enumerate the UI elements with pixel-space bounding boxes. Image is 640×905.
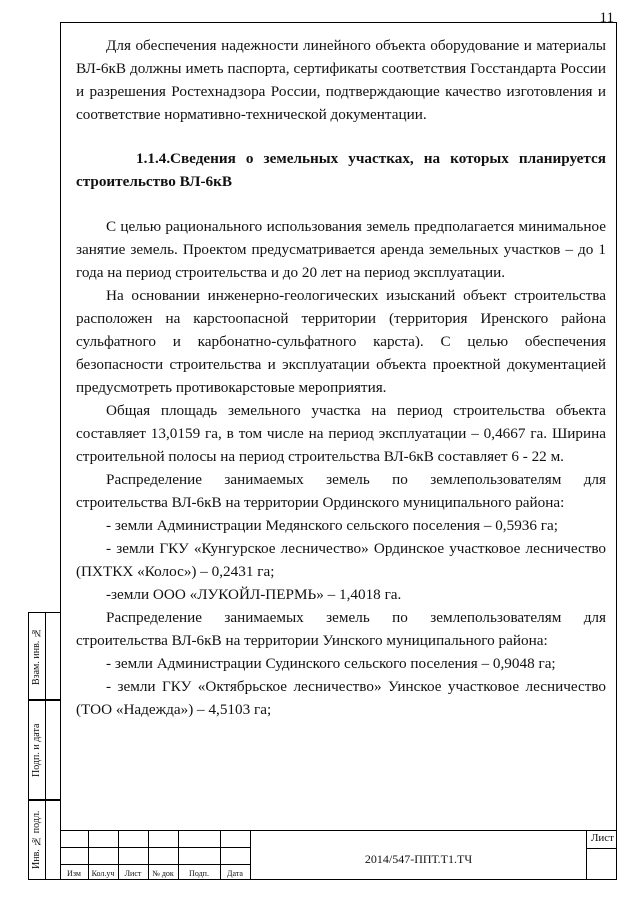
title-block [60,830,617,880]
side-stamp-podp [28,700,60,800]
paragraph: Распределение занимаемых земель по землепользователям для строительства ВЛ-6кВ на территории Уинского муниципального района: [76,609,606,649]
side-label-podp: Подп. и дата [31,723,42,777]
document-number: 2014/547-ППТ.Т1.ТЧ [364,852,473,866]
list-item: - земли ГКУ «Кунгурское лесничество» Ординское участковое лесничество (ПХТКХ «Колос») – 0,2431 га; [76,540,606,580]
paragraph: Для обеспечения надежности линейного объекта оборудование и материалы ВЛ-6кВ должны иметь паспорта, сертификаты соответствия Госстандарта России и разрешения Ростехнадзора России, подтверждающие качество изготовления и соответствие нормативно-технической документации. [76,37,606,123]
side-stamp-vzam [28,612,60,700]
stamp-col-podp: Подп. [189,869,209,878]
side-label-vzam: Взам. инв. № [31,627,42,685]
stamp-col-list: Лист [124,869,142,878]
paragraph: Общая площадь земельного участка на период строительства объекта составляет 13,0159 га, в том числе на период эксплуатации – 0,4667 га. Ширина строительной полосы на период строительства ВЛ-6кВ составляет 6 - 22 м. [76,402,606,465]
list-item: - земли ГКУ «Октябрьское лесничество» Уинское участковое лесничество (ТОО «Надежда») – 4,5103 га; [76,678,606,718]
side-stamp-inv [28,800,60,880]
paragraph: С целью рационального использования земель предполагается минимальное занятие земель. Проектом предусматривается аренда земельных участков – до 1 года на период строительства и до 20 лет на период эксплуатации. [76,218,606,281]
stamp-col-doc: № док [152,869,174,878]
section-title: Сведения о земельных участках, на которых планируется строительство ВЛ-6кВ [76,150,606,190]
paragraph: Распределение занимаемых земель по землепользователям для строительства ВЛ-6кВ на территории Ординского муниципального района: [76,471,606,511]
list-item: - земли Администрации Судинского сельского поселения – 0,9048 га; [106,655,556,672]
paragraph: На основании инженерно-геологических изысканий объект строительства расположен на карстоопасной территории (территория Иренского района сульфатного и карбонатно-сульфатного карста). С целью обеспечения безопасности строительства и эксплуатации объекта проектной документацией предусмотреть противокарстовые мероприятия. [76,287,606,396]
sheet-label: Лист [590,832,614,844]
side-label-inv: Инв. № подл. [31,810,42,870]
stamp-col-kol: Кол.уч [91,869,115,878]
list-item: -земли ООО «ЛУКОЙЛ-ПЕРМЬ» – 1,4018 га. [106,586,402,603]
section-heading [76,147,606,193]
list-item: - земли Администрации Медянского сельского поселения – 0,5936 га; [106,517,558,534]
page-number: 11 [599,10,614,26]
document-body [76,34,606,721]
section-number: 1.1.4. [136,150,171,167]
stamp-col-izm: Изм [67,869,81,878]
stamp-col-data: Дата [227,869,243,878]
